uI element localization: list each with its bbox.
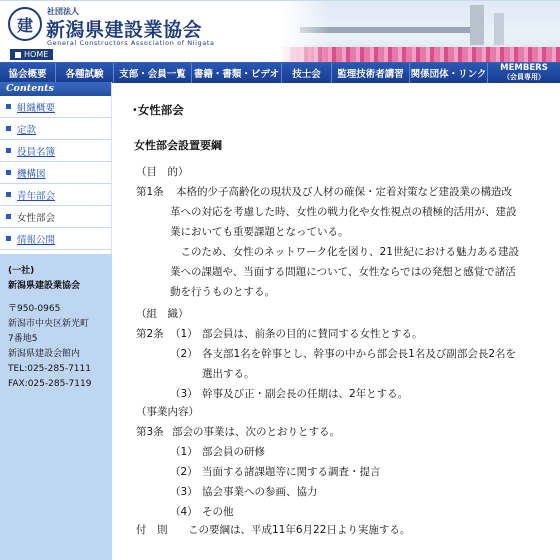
sidebar-item-label: 定款 [17, 124, 37, 136]
sidebar-item-label: 組織概要 [17, 102, 56, 114]
nav-item-branches[interactable]: 支部・会員一覧 [114, 63, 192, 83]
sidebar-item-officers[interactable] [0, 140, 111, 162]
item-number: （1） [170, 446, 198, 458]
page-title: ･女性部会 [132, 103, 184, 117]
article3-label: 第3条 [136, 426, 164, 438]
nav-item-books[interactable]: 書籍・書類・ビデオ [192, 63, 282, 83]
home-link[interactable] [10, 49, 53, 60]
article2-label: 第2条 [136, 328, 164, 340]
bullet-icon [6, 104, 11, 109]
header-photo [280, 1, 560, 63]
sidebar-item-label: 情報公開 [17, 234, 56, 246]
article3-intro: 部会の事業は、次のとおりとする。 [172, 426, 340, 438]
sidebar-item-org-chart[interactable] [0, 162, 111, 184]
bullet-icon [6, 148, 11, 153]
nav-item-links[interactable]: 関係団体・リンク [410, 63, 488, 83]
contact-org-line2: 新潟県建設業協会 [8, 281, 81, 291]
item-number: （2） [170, 348, 198, 360]
sidebar-item-youth[interactable] [0, 184, 111, 206]
article1-text: 業においても重要課題となっている。 [170, 226, 349, 238]
article2-item: 各支部1名を幹事とし、幹事の中から部会長1名及び副部会長2名を [202, 348, 517, 360]
supplementary-label: 付 則 [136, 524, 168, 536]
members-sub-label: （会員専用） [503, 73, 545, 81]
global-nav [0, 62, 560, 82]
article2-item: 選出する。 [202, 368, 255, 380]
purpose-heading: （目 的） [136, 166, 189, 178]
article1-text: 動を行うものとする。 [170, 286, 275, 298]
contact-postal: 〒950-0965 [8, 304, 61, 314]
document-title: 女性部会設置要綱 [134, 139, 222, 152]
article3-item: 協会事業への参画、協力 [202, 486, 318, 498]
article3-item: 部会員の研修 [202, 446, 265, 458]
article1-text: このため、女性のネットワーク化を図り、21世紀における魅力ある建設 [170, 246, 519, 258]
contact-org-line1: (一社) [8, 266, 35, 276]
sidebar-heading: Contents [0, 82, 111, 96]
nav-item-course[interactable]: 監理技術者講習 [332, 63, 410, 83]
sidebar-item-women [0, 206, 111, 228]
article3-item: 当面する諸課題等に関する調査・提言 [202, 466, 381, 478]
sidebar-item-label: 青年部会 [17, 190, 56, 202]
bullet-icon [6, 214, 11, 219]
sidebar-item-disclosure[interactable] [0, 228, 111, 250]
main-content [124, 82, 554, 560]
org-name[interactable]: 新潟県建設業協会 [46, 19, 203, 41]
sidebar-item-label: 役員名簿 [17, 146, 56, 158]
nav-item-engineers[interactable]: 技士会 [282, 63, 332, 83]
article1-text: 本格的少子高齢化の現状及び人材の確保・定着対策など建設業の構造改 [176, 186, 512, 198]
org-name-english: General Constructors Association of Niigata [47, 39, 215, 47]
bullet-icon [6, 236, 11, 241]
article2-item: 幹事及び正・副会長の任期は、2年とする。 [202, 388, 409, 400]
tower-shape [494, 13, 504, 45]
item-number: （4） [170, 506, 198, 518]
sidebar [0, 82, 112, 560]
nav-item-exams[interactable]: 各種試験 [56, 63, 114, 83]
nav-item-members[interactable] [488, 63, 560, 83]
bullet-icon [6, 126, 11, 131]
sidebar-item-overview[interactable] [0, 96, 111, 118]
item-number: （2） [170, 466, 198, 478]
members-label: MEMBERS [500, 63, 548, 73]
item-number: （1） [170, 328, 198, 340]
article1-text: 業への課題や、当面する問題について、女性ならではの発想と感覚で諸活 [170, 266, 516, 278]
supplementary-text: この要綱は、平成11年6月22日より実施する。 [188, 524, 411, 536]
organization-heading: （組 織） [136, 308, 189, 320]
contact-address2: 7番地5 [8, 334, 38, 344]
item-number: （3） [170, 486, 198, 498]
article1-text: 革への対応を考慮した時、女性の戦力化や女性視点の積極的活用が、建設 [170, 206, 517, 218]
contact-fax: FAX:025-285-7119 [8, 379, 92, 389]
bullet-icon [6, 170, 11, 175]
org-type-label: 社団法人 [47, 7, 79, 16]
item-number: （3） [170, 388, 198, 400]
sidebar-item-articles[interactable] [0, 118, 111, 140]
association-logo[interactable]: 建 [8, 7, 42, 41]
photo-fade [280, 1, 330, 63]
sidebar-item-label: 機構図 [17, 168, 46, 180]
contact-info [0, 254, 112, 560]
article2-item: 部会員は、前条の目的に賛同する女性とする。 [202, 328, 423, 340]
bullet-icon [6, 192, 11, 197]
article1-label: 第1条 [136, 186, 164, 198]
contact-org [8, 264, 104, 294]
sidebar-item-label: 女性部会 [17, 212, 56, 224]
work-heading: （事業内容） [136, 406, 199, 418]
contact-tel: TEL:025-285-7111 [8, 364, 91, 374]
contact-address1: 新潟市中央区新光町 [8, 319, 90, 329]
contact-address3: 新潟県建設会館内 [8, 349, 81, 359]
tower-shape [470, 5, 484, 45]
article3-item: その他 [202, 506, 234, 518]
nav-item-about[interactable]: 協会概要 [0, 63, 56, 83]
site-header [0, 0, 560, 62]
home-label: HOME [24, 50, 49, 59]
home-icon [15, 52, 21, 58]
